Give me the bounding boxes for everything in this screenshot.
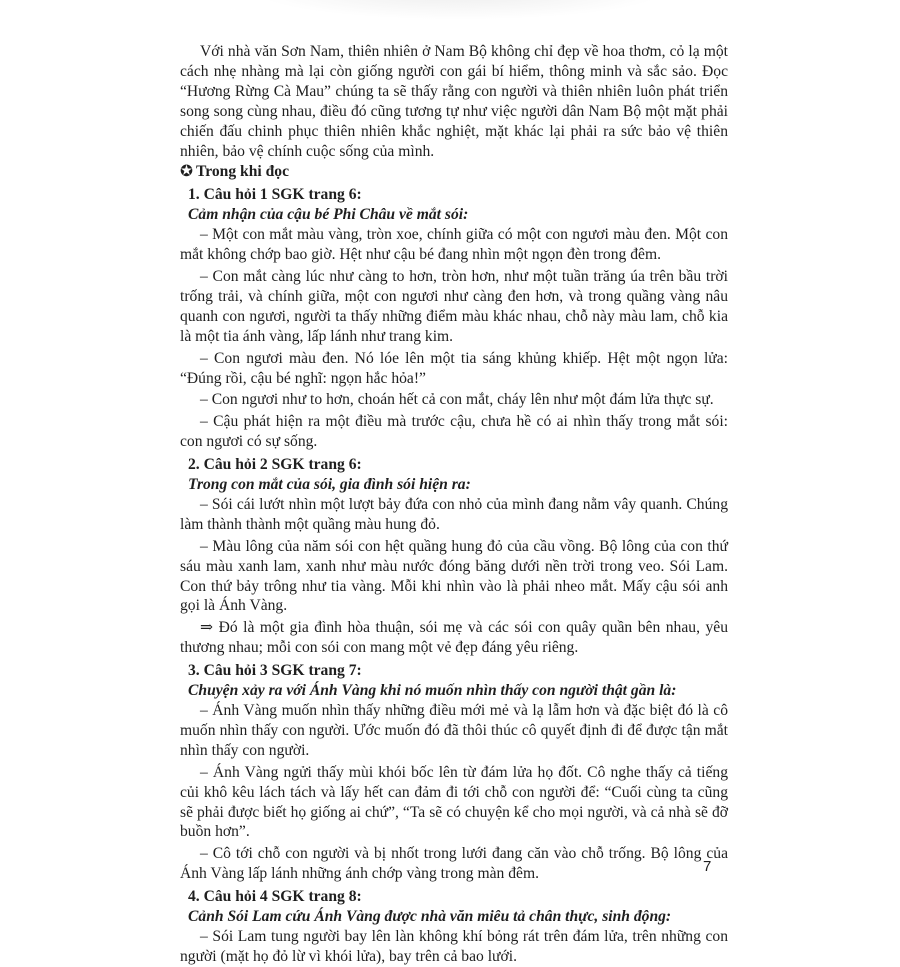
document-page	[180, 42, 728, 967]
answer-paragraph: – Sói Lam tung người bay lên làn không khí bỏng rát trên đám lửa, trên những con người (mặt họ đỏ lừ vì khói lửa), bay trên cả bao lưới.	[180, 927, 728, 965]
answer-paragraph: – Màu lông của năm sói con hệt quầng hung đỏ của cầu vồng. Bộ lông của con thứ sáu màu xanh lam, xanh như màu nước đóng băng dưới nền trời trong veo. Sói Lam. Con thứ bảy trông như tia vàng. Mỗi khi nhìn vào là phải nheo mắt. Mấy cậu sói anh gọi là Ánh Vàng.	[180, 537, 728, 615]
question-subtitle: Chuyện xảy ra với Ánh Vàng khi nó muốn nhìn thấy con người thật gần là:	[188, 682, 677, 700]
answer-paragraph: – Ánh Vàng ngửi thấy mùi khói bốc lên từ đám lửa họ đốt. Cô nghe thấy cả tiếng củi khô kêu lách tách và lấy hết can đảm đi tới chỗ con người để: “Cuối cùng ta cũng sẽ phải được biết họ giống ai chứ”, “Ta sẽ có chuyện kể cho mọi người, và cả nhà sẽ đỡ buồn hơn”.	[180, 763, 728, 841]
section-heading-text: Trong khi đọc	[196, 163, 290, 181]
question-block-4	[180, 887, 728, 967]
intro-paragraph: Với nhà văn Sơn Nam, thiên nhiên ở Nam Bộ không chỉ đẹp về hoa thơm, cỏ lạ một cách nhẹ nhàng mà lại còn giống người con gái bí hiểm, thông minh và sắc sảo. Đọc “Hương Rừng Cà Mau” chúng ta sẽ thấy rằng con người và thiên nhiên luôn phát triển song song cùng nhau, điều đó cũng tương tự như việc người dân Nam Bộ một mặt phải chiến đấu chinh phục thiên nhiên khắc nghiệt, mặt khác lại phải ra sức bảo vệ thiên nhiên, bảo vệ chính cuộc sống của mình.	[180, 43, 728, 160]
answer-paragraph: – Con mắt càng lúc như càng to hơn, tròn hơn, như một tuần trăng úa trên bầu trời trống trải, và chính giữa, một con ngươi như càng đen hơn, và trong quầng vàng nâu quanh con ngươi, người ta thấy những điểm màu khác nhau, chỗ này màu lam, chỗ kia là một tia ánh vàng, lấp lánh như trang kim.	[180, 267, 728, 345]
question-block-1	[180, 185, 728, 452]
answer-paragraph: – Cô tới chỗ con người và bị nhốt trong lưới đang căn vào chỗ trống. Bộ lông của Ánh Vàng lấp lánh những ánh chớp vàng trong màn đêm.	[180, 845, 728, 883]
section-heading	[180, 162, 728, 182]
answer-paragraph: – Một con mắt màu vàng, tròn xoe, chính giữa có một con ngươi màu đen. Một con mắt không chớp bao giờ. Hệt như cậu bé đang nhìn một ngọn đèn trong đêm.	[180, 226, 728, 264]
answer-paragraph: ⇒ Đó là một gia đình hòa thuận, sói mẹ và các sói con quây quần bên nhau, yêu thương nhau; mỗi con sói con mang một vẻ đẹp đáng yêu riêng.	[180, 619, 728, 657]
answer-paragraph: – Ánh Vàng muốn nhìn thấy những điều mới mẻ và lạ lẫm hơn và đặc biệt đó là cô muốn nhìn thấy con người. Ước muốn đó đã thôi thúc cô quyết định đi để được tận mắt nhìn thấy con người.	[180, 702, 728, 759]
question-title: 3. Câu hỏi 3 SGK trang 7:	[188, 662, 362, 680]
answer-paragraph: – Con ngươi như to hơn, choán hết cả con mắt, cháy lên như một đám lửa thực sự.	[200, 391, 714, 409]
question-block-2	[180, 455, 728, 658]
answer-paragraph: – Sói cái lướt nhìn một lượt bảy đứa con nhỏ của mình đang nằm vây quanh. Chúng làm thành thành một quầng màu hung đỏ.	[180, 495, 728, 533]
scan-shadow	[250, 0, 670, 20]
question-subtitle: Cảm nhận của cậu bé Phi Châu về mắt sói:	[188, 206, 469, 224]
answer-paragraph: – Cậu phát hiện ra một điều mà trước cậu, chưa hề có ai nhìn thấy trong mắt sói: con ngươi có sự sống.	[180, 413, 728, 451]
star-circle-icon: ✪	[180, 163, 194, 181]
answer-paragraph: – Con ngươi màu đen. Nó lóe lên một tia sáng khủng khiếp. Hệt một ngọn lửa: “Đúng rồi, cậu bé nghĩ: ngọn hắc hỏa!”	[180, 349, 728, 387]
question-title: 4. Câu hỏi 4 SGK trang 8:	[188, 888, 362, 906]
question-block-3	[180, 661, 728, 884]
question-title: 1. Câu hỏi 1 SGK trang 6:	[188, 186, 362, 204]
page-number: 7	[703, 858, 712, 875]
question-subtitle: Trong con mắt của sói, gia đình sói hiện ra:	[188, 476, 471, 494]
question-subtitle: Cảnh Sói Lam cứu Ánh Vàng được nhà văn miêu tả chân thực, sinh động:	[188, 908, 672, 926]
question-title: 2. Câu hỏi 2 SGK trang 6:	[188, 456, 362, 474]
